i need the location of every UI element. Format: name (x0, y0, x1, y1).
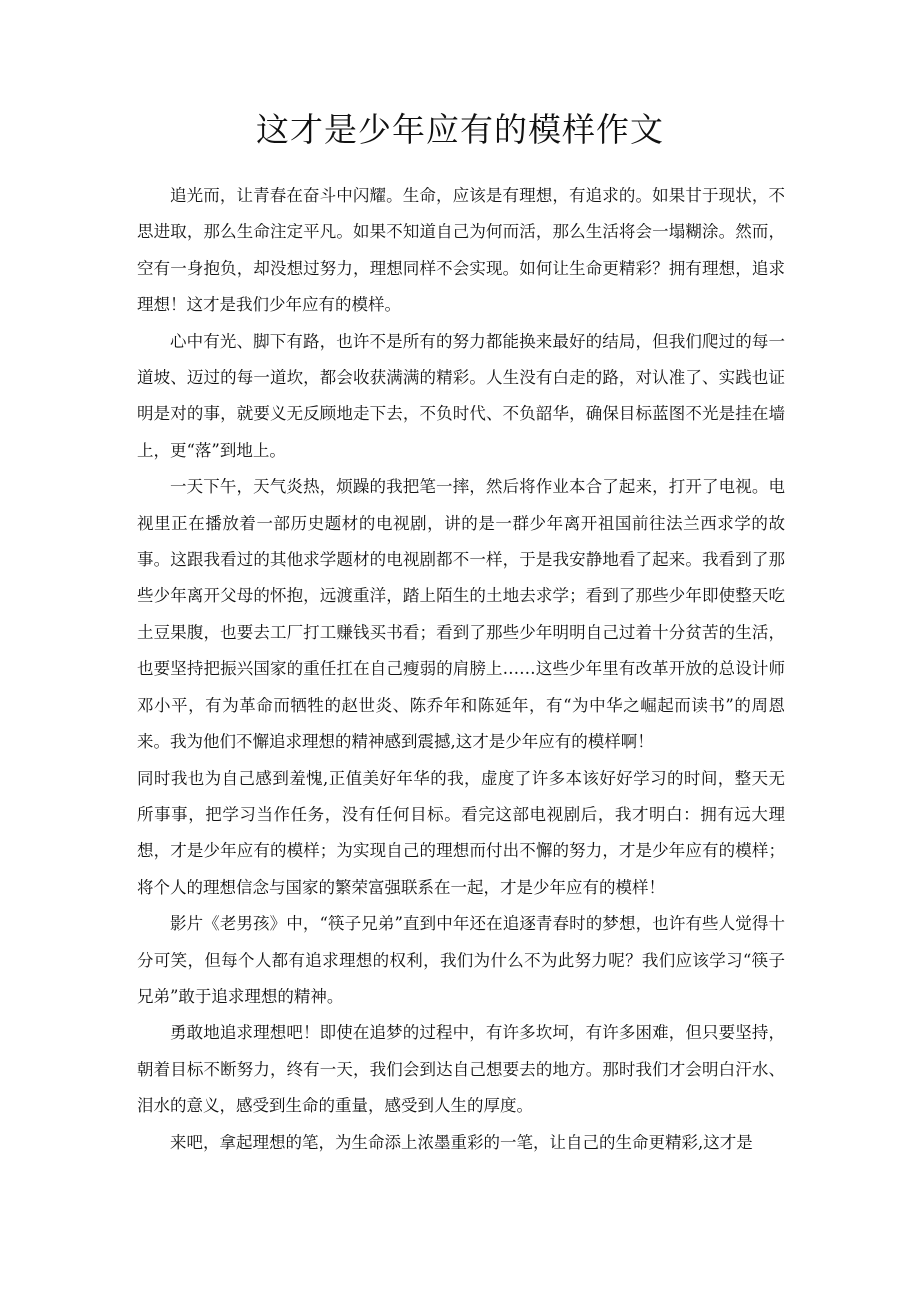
paragraph-7: 来吧，拿起理想的笔，为生命添上浓墨重彩的一笔，让自己的生命更精彩,这才是 (170, 1132, 753, 1152)
paragraph-5: 影片《老男孩》中，“筷子兄弟”直到中年还在追逐青春时的梦想，也许有些人觉得十分可笑，但每个人都有追求理想的权利，我们为什么不为此努力呢？我们应该学习“筷子兄弟”敢于追求理想的精神。 (137, 914, 785, 1006)
essay-body (137, 178, 785, 1161)
paragraph-3: 一天下午，天气炎热，烦躁的我把笔一摔，然后将作业本合了起来，打开了电视。电视里正在播放着一部历史题材的电视剧，讲的是一群少年离开祖国前往法兰西求学的故事。这跟我看过的其他求学题材的电视剧都不一样，于是我安静地看了起来。我看到了那些少年离开父母的怀抱，远渡重洋，踏上陌生的土地去求学；看到了那些少年即使整天吃土豆果腹，也要去工厂打工赚钱买书看；看到了那些少年明明自己过着十分贫苦的生活，也要坚持把振兴国家的重任扛在自己瘦弱的肩膀上……这些少年里有改革开放的总设计师邓小平，有为革命而牺牲的赵世炎、陈乔年和陈延年，有“为中华之崛起而读书”的周恩来。我为他们不懈追求理想的精神感到震撼,这才是少年应有的模样啊！ (137, 477, 785, 752)
page-title: 这才是少年应有的模样作文 (256, 110, 664, 149)
paragraph-4: 同时我也为自己感到羞愧,正值美好年华的我，虚度了许多本该好好学习的时间，整天无所事事，把学习当作任务，没有任何目标。看完这部电视剧后，我才明白：拥有远大理想，才是少年应有的模样；为实现自己的理想而付出不懈的努力，才是少年应有的模样；将个人的理想信念与国家的繁荣富强联系在一起，才是少年应有的模样！ (137, 768, 785, 897)
paragraph-1: 追光而，让青春在奋斗中闪耀。生命，应该是有理想，有追求的。如果甘于现状，不思进取，那么生命注定平凡。如果不知道自己为何而活，那么生活将会一塌糊涂。然而，空有一身抱负，却没想过努力，理想同样不会实现。如何让生命更精彩？拥有理想，追求理想！这才是我们少年应有的模样。 (137, 186, 785, 315)
paragraph-2: 心中有光、脚下有路，也许不是所有的努力都能换来最好的结局，但我们爬过的每一道坡、迈过的每一道坎，都会收获满满的精彩。人生没有白走的路，对认准了、实践也证明是对的事，就要义无反顾地走下去，不负时代、不负韶华，确保目标蓝图不光是挂在墙上，更“落”到地上。 (137, 331, 785, 460)
paragraph-6: 勇敢地追求理想吧！即使在追梦的过程中，有许多坎坷，有许多困难，但只要坚持，朝着目标不断努力，终有一天，我们会到达自己想要去的地方。那时我们才会明白汗水、泪水的意义，感受到生命的重量，感受到人生的厚度。 (137, 1023, 785, 1116)
